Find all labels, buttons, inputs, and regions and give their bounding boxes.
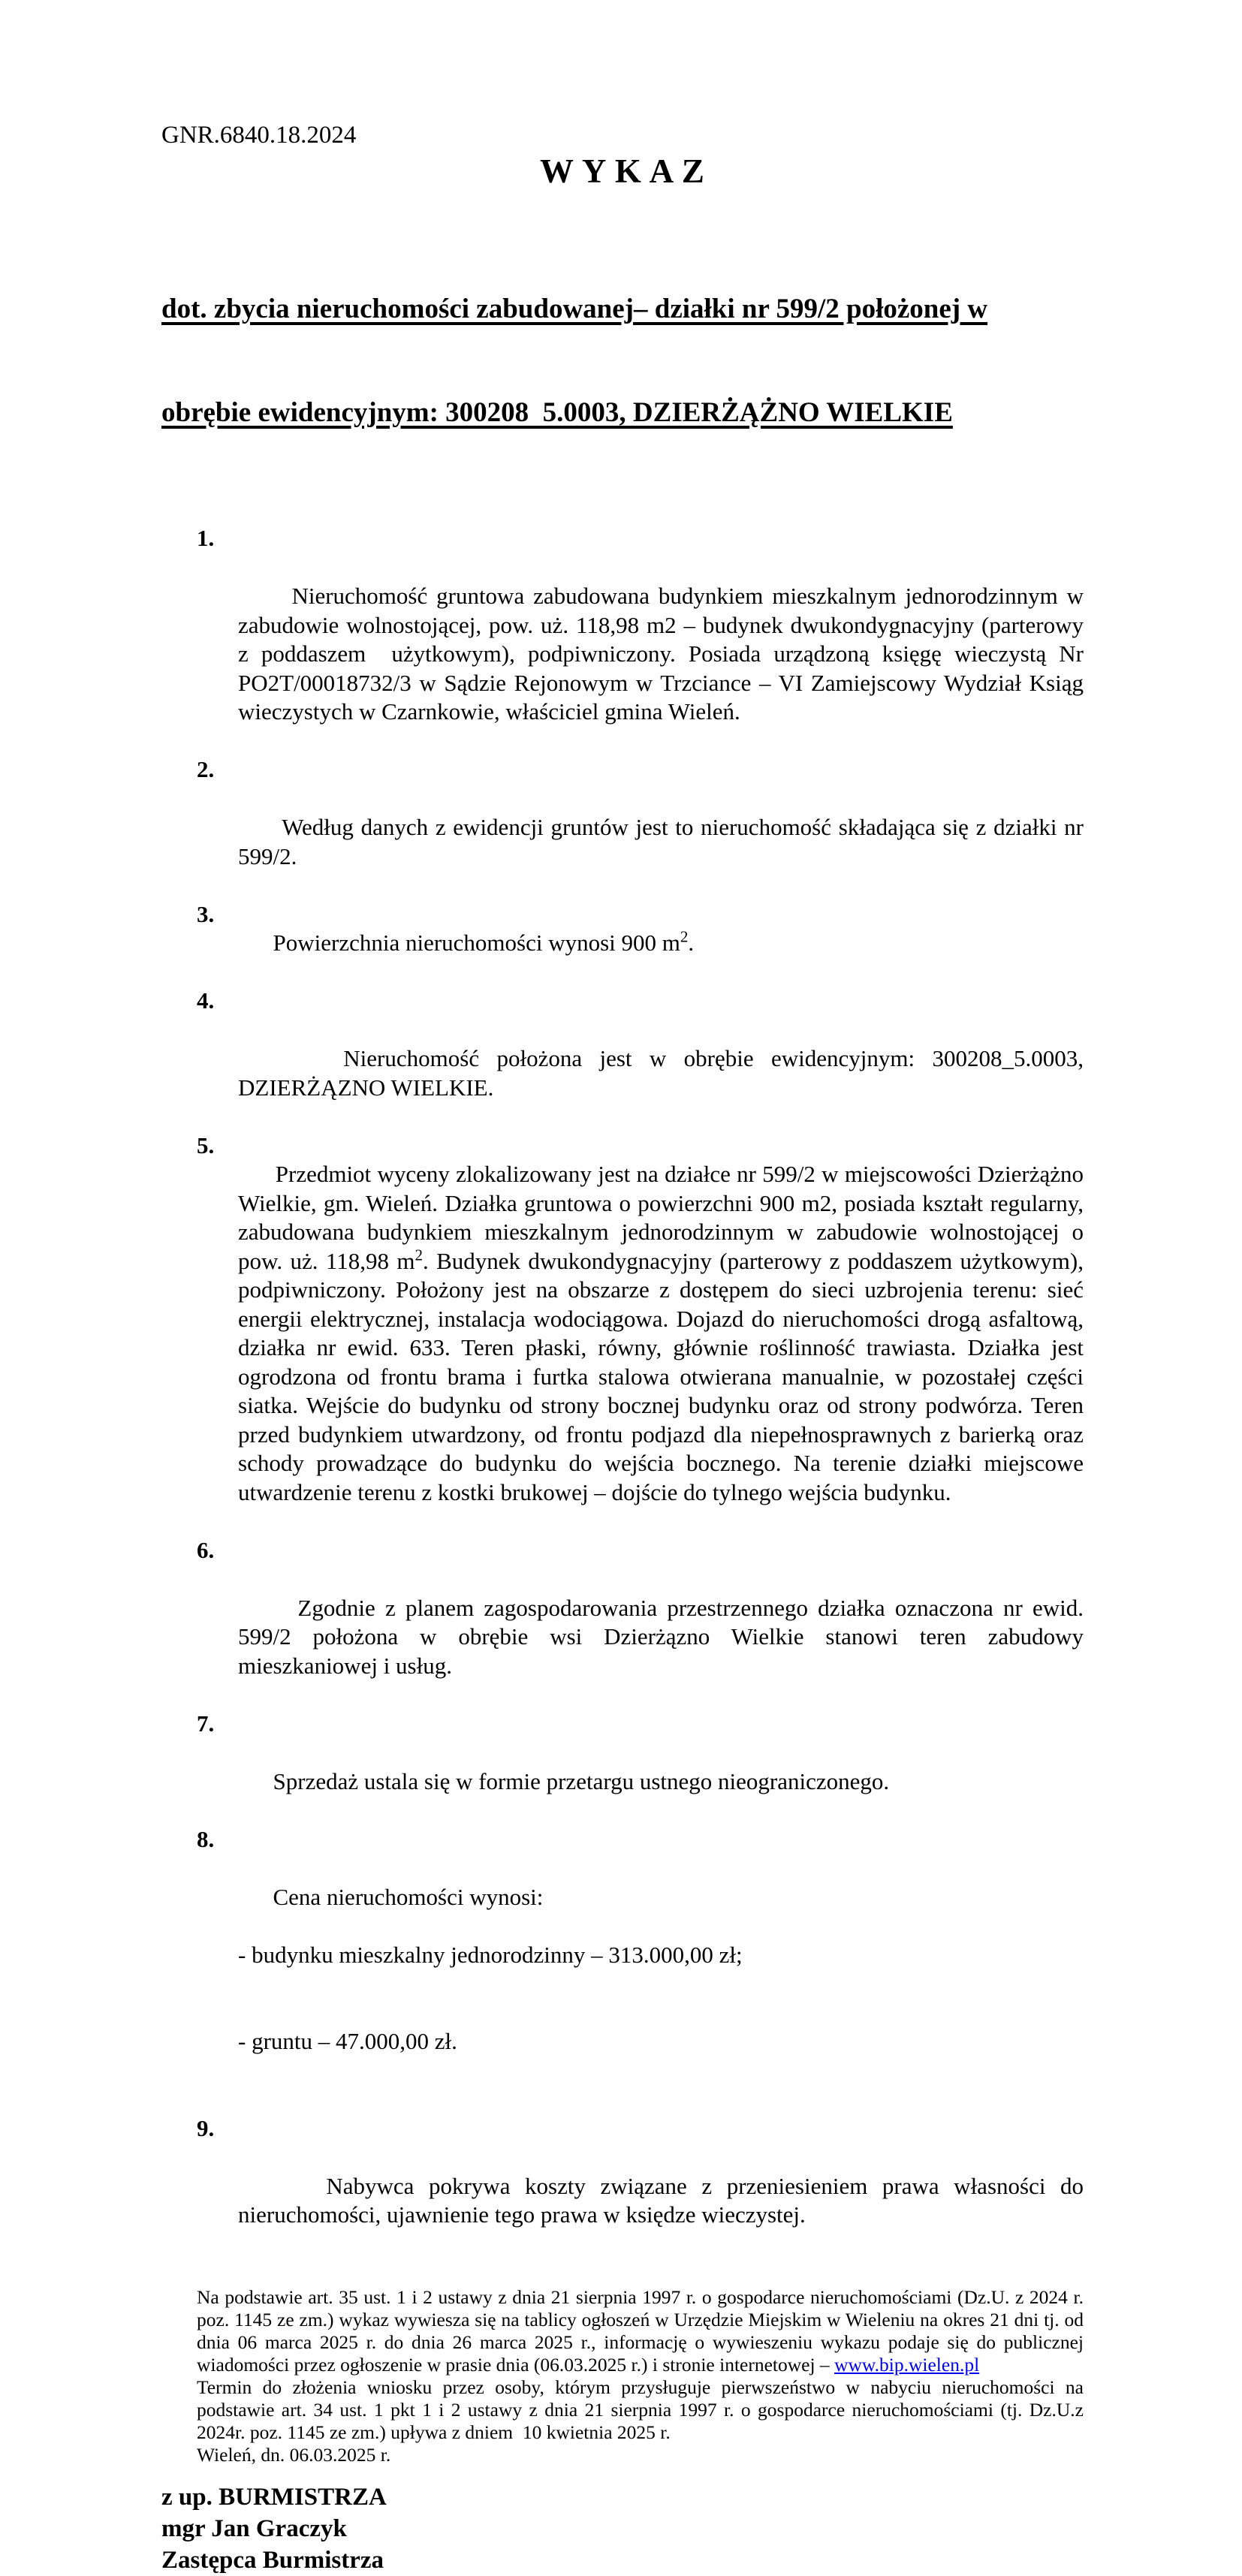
list-item-5-number: 5.	[197, 1131, 215, 1158]
list-item-3-number: 3.	[197, 900, 215, 927]
list-item-5-text-end: . Budynek dwukondygnacyjny (parterowy z poddaszem użytkowym), podpiwniczony. Położony jest na obszarze z dostępem do sieci uzbrojenia terenu: sieć energii elektrycznej, instalacja wodociągowa. Dojazd do nieruchomości drogą asfaltową, działka nr ewid. 633. Teren płaski, równy, głównie roślinność trawiasta. Działka jest ogrodzona od frontu brama i furtka stalowa otwierana manualnie, w pozostałej części siatka. Wejście do budynku od strony bocznej budynku oraz od strony podwórza. Teren przed budynkiem utwardzony, od frontu podjazd dla niepełnosprawnych z barierką oraz schody prowadzące do budynku do wejścia bocznego. Na terenie działki miejscowe utwardzenie terenu z kostki brukowej – dojście do tylnego wejścia budynku.	[238, 1247, 1090, 1505]
document-title: W Y K A Z	[540, 152, 705, 190]
list-item-7-text: Sprzedaż ustala się w formie przetargu ustnego nieograniczonego.	[273, 1767, 890, 1794]
legal-paragraph-2: Termin do złożenia wniosku przez osoby, którym przysługuje pierwszeństwo w nabyciu nieruchomości na podstawie art. 34 ust. 1 pkt 1 i 2 ustawy z dnia 21 sierpnia 1997 r. o gospodarce nieruchomościami (tj. Dz.U.z 2024r. poz. 1145 ze zm.) upływa z dniem 10 kwietnia 2025 r.	[197, 2376, 1089, 2443]
reference-number: GNR.6840.18.2024	[161, 122, 357, 149]
superscript-2: 2	[680, 927, 689, 946]
list-item-1-text: Nieruchomość gruntowa zabudowana budynkiem mieszkalnym jednorodzinnym w zabudowie wolnostojącej, pow. uż. 118,98 m2 – budynek dwukondygnacyjny (parterowy z poddaszem użytkowym), podpiwniczony. Posiada urządzoną księgę wieczystą Nr PO2T/00018732/3 w Sądzie Rejonowym w Trzciance – VI Zamiejscowy Wydział Ksiąg wieczystych w Czarnkowie, właściciel gmina Wieleń.	[238, 583, 1090, 725]
list-item-5	[161, 1131, 1090, 1536]
list-item-6-text: Zgodnie z planem zagospodarowania przestrzennego działka oznaczona nr ewid. 599/2 położona w obrębie wsi Dzierżązno Wielkie stanowi teren zabudowy mieszkaniowej i usług.	[238, 1594, 1090, 1679]
subtitle-line-1: dot. zbycia nieruchomości zabudowanej– działki nr 599/2 położonej w	[161, 294, 988, 324]
list-item-9-text: Nabywca pokrywa koszty związane z przeniesieniem prawa własności do nieruchomości, ujawnienie tego prawa w księdze wieczystej.	[238, 2172, 1090, 2228]
list-item-5-text: Przedmiot wyceny zlokalizowany jest na działce nr 599/2 w miejscowości Dzierżążno Wielkie, gm. Wieleń. Działka gruntowa o powierzchni 900 m2, posiada kształt regularny, zabudowana budynkiem mieszkalnym jednorodzinnym w zabudowie wolnostojącej o pow. uż. 118,98 m	[238, 1161, 1090, 1274]
superscript-2: 2	[415, 1246, 423, 1264]
list-item-8-number: 8.	[197, 1825, 215, 1852]
list-item-1	[161, 524, 1090, 755]
signature-title: Zastępca Burmistrza	[161, 2547, 384, 2574]
list-item-9-number: 9.	[197, 2114, 215, 2141]
list-item-2-text: Według danych z ewidencji gruntów jest to nieruchomość składająca się z działki nr 599/2.	[238, 814, 1090, 869]
signature-block	[161, 2481, 1084, 2576]
list-item-4	[161, 987, 1090, 1131]
list-item-7-number: 7.	[197, 1710, 215, 1737]
legal-notice	[197, 2286, 1089, 2466]
list-item-2	[161, 755, 1090, 900]
price-line-land: - gruntu – 47.000,00 zł.	[238, 2028, 457, 2054]
list-item-7	[161, 1710, 1084, 1825]
list-item-4-text: Nieruchomość położona jest w obrębie ewidencyjnym: 300208_5.0003, DZIERŻĄZNO WIELKIE.	[238, 1045, 1090, 1101]
signature-name: mgr Jan Graczyk	[161, 2515, 347, 2542]
list-item-8	[161, 1825, 1084, 2114]
list-item-3-text-end: .	[688, 929, 695, 956]
legal-paragraph-1-text: Na podstawie art. 35 ust. 1 i 2 ustawy z dnia 21 sierpnia 1997 r. o gospodarce nieruchomościami (Dz.U. z 2024 r. poz. 1145 ze zm.) wykaz wywiesza się na tablicy ogłoszeń w Urzędzie Miejskim w Wieleniu na okres 21 dni tj. od dnia 06 marca 2025 r. do dnia 26 marca 2025 r., informację o wywieszeniu wykazu podaje się do publicznej wiadomości przez ogłoszenie w prasie dnia (06.03.2025 r.) i stronie internetowej –	[197, 2286, 1089, 2376]
notice-list	[161, 524, 1090, 2258]
legal-paragraph-1	[197, 2286, 1089, 2376]
list-item-2-number: 2.	[197, 756, 215, 782]
subtitle-line-2: obrębie ewidencyjnym: 300208 5.0003, DZIERŻĄŻNO WIELKIE	[161, 397, 953, 428]
list-item-9	[161, 2114, 1090, 2259]
bip-website-link[interactable]: www.bip.wielen.pl	[834, 2354, 980, 2376]
signature-authority: z up. BURMISTRZA	[161, 2484, 387, 2511]
list-item-1-number: 1.	[197, 525, 215, 551]
list-item-6-number: 6.	[197, 1536, 215, 1563]
list-item-4-number: 4.	[197, 987, 215, 1014]
list-item-3-text: Powierzchnia nieruchomości wynosi 900 m	[273, 929, 680, 956]
list-item-6	[161, 1536, 1090, 1710]
price-line-building: - budynku mieszkalny jednorodzinny – 313.000,00 zł;	[238, 1941, 743, 1968]
place-and-date: Wieleń, dn. 06.03.2025 r.	[197, 2444, 391, 2466]
list-item-3	[161, 900, 1084, 987]
document-subtitle	[161, 223, 1084, 499]
list-item-8-text: Cena nieruchomości wynosi:	[273, 1883, 544, 1910]
